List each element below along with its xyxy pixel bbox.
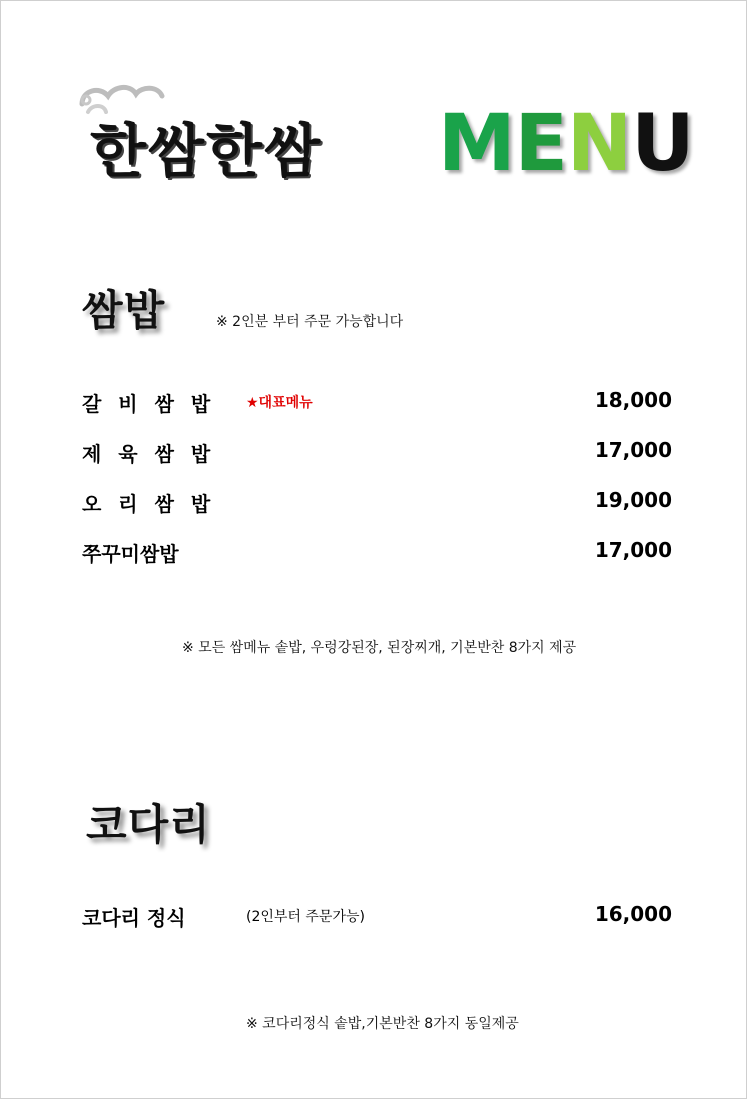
menu-item	[82, 388, 672, 418]
ssambap-footer-note: ※ 모든 쌈메뉴 솥밥, 우렁강된장, 된장찌개, 기본반찬 8가지 제공	[182, 640, 577, 656]
menu-item-price: 17,000	[594, 438, 672, 462]
menu-letter-u: U	[631, 99, 694, 189]
menu-item-price: 18,000	[594, 388, 672, 412]
menu-title	[438, 99, 694, 189]
menu-item-name: 오 리 쌈 밥	[82, 492, 216, 516]
menu-item-name: 코다리 정식	[82, 906, 186, 930]
menu-item-price: 19,000	[594, 488, 672, 512]
ssambap-section-title: 쌈밥	[82, 286, 166, 335]
kodari-footer-note: ※ 코다리정식 솥밥,기본반찬 8가지 동일제공	[246, 1016, 519, 1032]
menu-item	[82, 902, 672, 932]
menu-item-price: 17,000	[594, 538, 672, 562]
menu-item	[82, 538, 672, 568]
menu-letter-n: N	[566, 99, 632, 189]
logo-text: 한쌈한쌈	[90, 117, 323, 185]
menu-letter-e: E	[514, 99, 567, 189]
menu-item-name: 제 육 쌈 밥	[82, 442, 216, 466]
menu-item	[82, 488, 672, 518]
menu-item-order-note: (2인부터 주문가능)	[246, 909, 365, 925]
menu-item-name: 쭈꾸미쌈밥	[82, 542, 179, 566]
signature-badge: ★대표메뉴	[246, 395, 313, 411]
menu-item	[82, 438, 672, 468]
menu-letter-m: M	[438, 99, 515, 189]
min-order-note: ※ 2인분 부터 주문 가능합니다	[216, 314, 404, 330]
menu-item-name: 갈 비 쌈 밥	[82, 392, 216, 416]
restaurant-logo	[78, 82, 408, 192]
menu-item-price: 16,000	[594, 902, 672, 926]
kodari-section-title: 코다리	[86, 800, 211, 849]
